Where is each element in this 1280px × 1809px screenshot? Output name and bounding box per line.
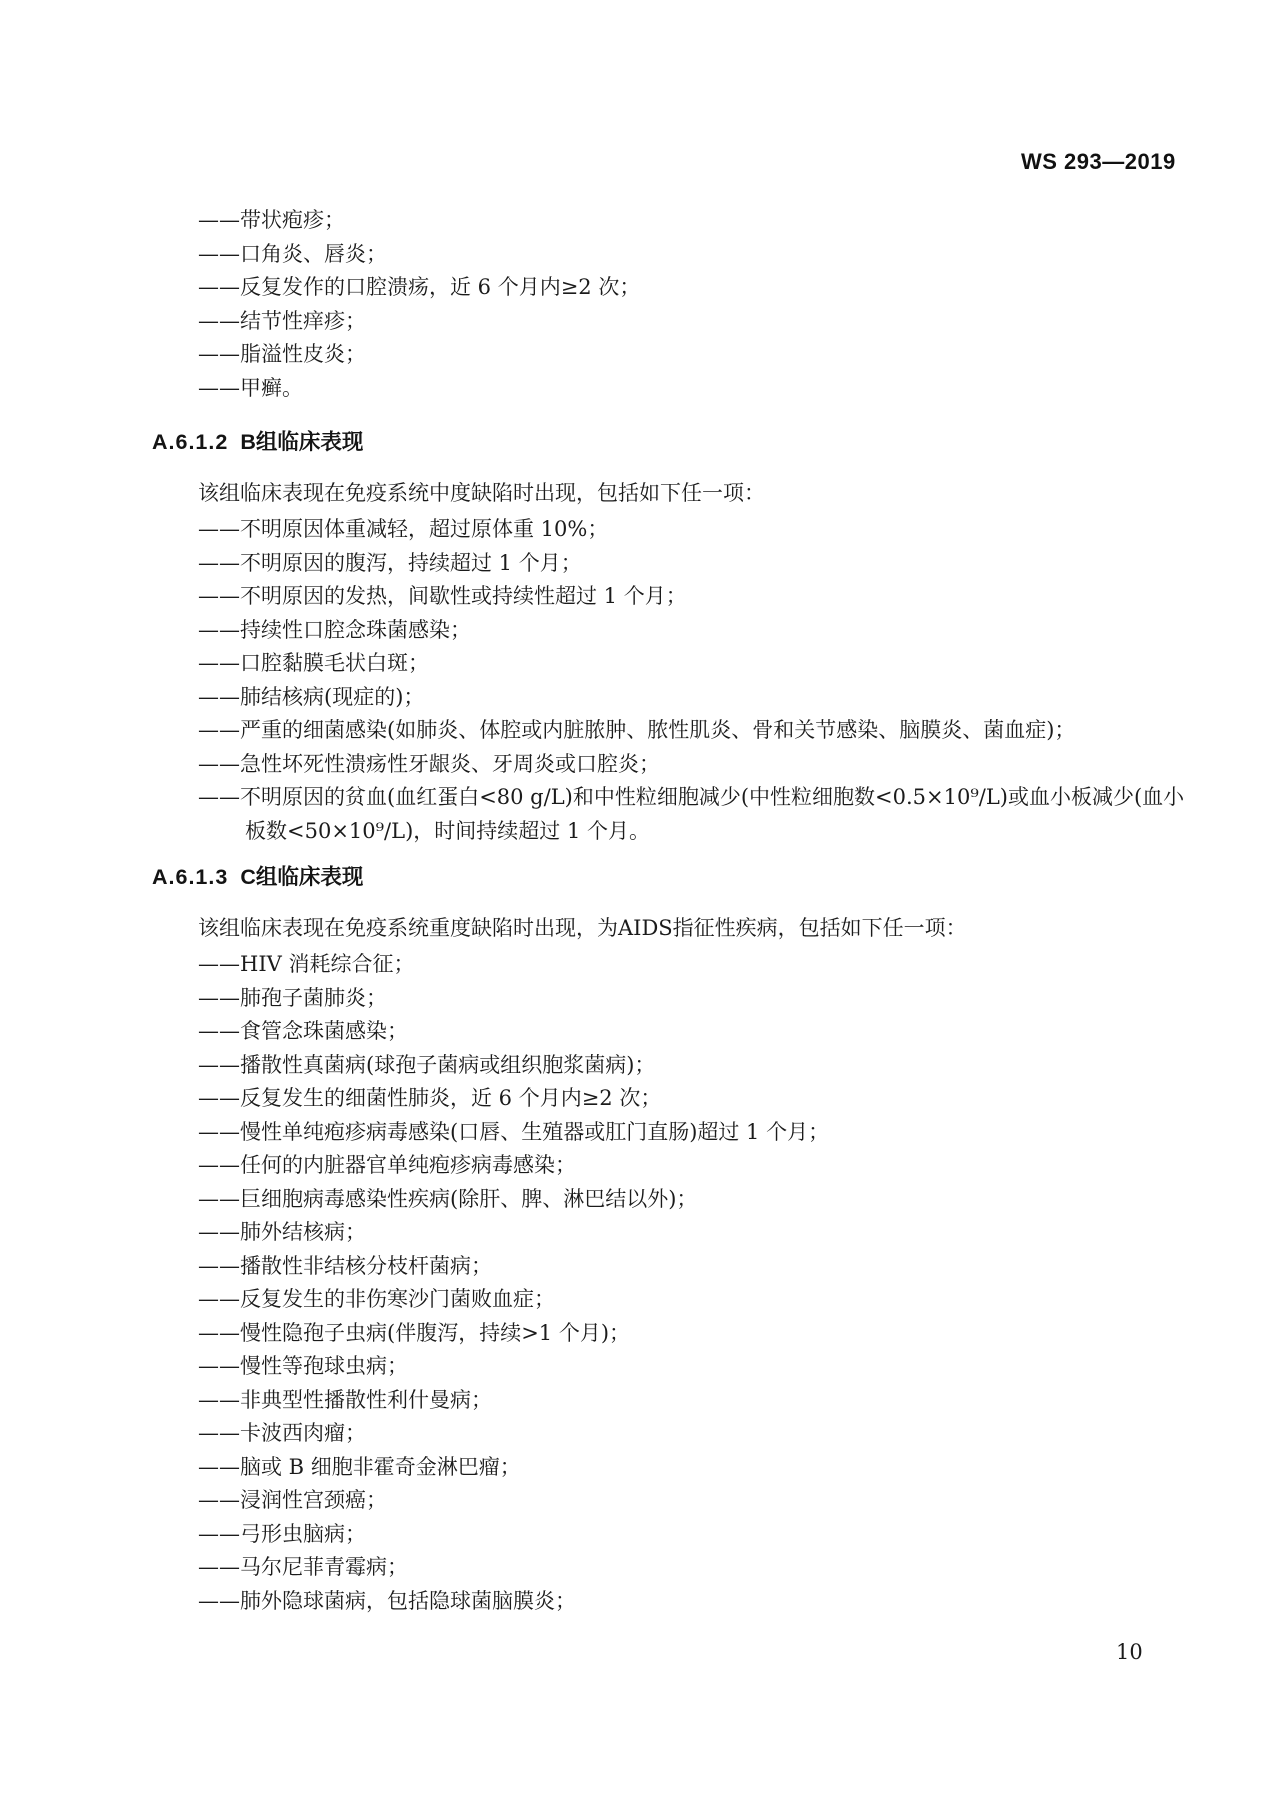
list-item: ——肺外结核病； — [198, 1220, 366, 1244]
list-item: ——弓形虫脑病； — [198, 1521, 366, 1546]
page-content — [152, 204, 1187, 1618]
list-item: ——严重的细菌感染(如肺炎、体腔或内脏脓肿、脓性肌炎、骨和关节感染、脑膜炎、菌血症)； — [198, 718, 1076, 742]
list-item: ——不明原因的贫血(血红蛋白<80 g/L)和中性粒细胞减少(中性粒细胞数<0.5×10⁹/L)或血小板减少(血小板数<50×10⁹/L)，时间持续超过 1 个月。 — [198, 785, 1185, 843]
list-item: ——持续性口腔念珠菌感染； — [198, 617, 471, 642]
list-item: ——脂溢性皮炎； — [198, 342, 366, 366]
list-item: ——口角炎、唇炎； — [198, 241, 387, 266]
clinical-list-group-b — [152, 513, 1187, 848]
page-number: 10 — [1116, 1640, 1143, 1664]
list-item: ——不明原因体重减轻，超过原体重 10%； — [198, 517, 609, 541]
list-item: ——食管念珠菌感染； — [198, 1019, 408, 1043]
list-item: ——慢性隐孢子虫病(伴腹泻，持续>1 个月)； — [198, 1320, 631, 1345]
list-item: ——卡波西肉瘤； — [198, 1421, 366, 1445]
list-item: ——任何的内脏器官单纯疱疹病毒感染； — [198, 1153, 576, 1177]
list-item: ——肺外隐球菌病，包括隐球菌脑膜炎； — [198, 1588, 576, 1613]
list-item: ——反复发作的口腔溃疡，近 6 个月内≥2 次； — [198, 275, 641, 299]
list-item: ——不明原因的发热，间歇性或持续性超过 1 个月； — [198, 584, 687, 608]
section-c-title: C组临床表现 — [240, 865, 364, 889]
section-b-title: B组临床表现 — [240, 430, 364, 454]
list-item: ——反复发生的细菌性肺炎，近 6 个月内≥2 次； — [198, 1086, 662, 1110]
clinical-list-group-c — [152, 948, 1187, 1618]
standard-code-header: WS 293—2019 — [1021, 149, 1176, 174]
section-c-intro: 该组临床表现在免疫系统重度缺陷时出现，为AIDS指征性疾病，包括如下任一项： — [198, 915, 967, 940]
list-item: ——急性坏死性溃疡性牙龈炎、牙周炎或口腔炎； — [198, 751, 660, 776]
list-item: ——口腔黏膜毛状白斑； — [198, 651, 429, 675]
section-c-number: A.6.1.3 — [152, 865, 229, 889]
list-item: ——慢性单纯疱疹病毒感染(口唇、生殖器或肛门直肠)超过 1 个月； — [198, 1119, 830, 1144]
list-item: ——反复发生的非伤寒沙门菌败血症； — [198, 1287, 555, 1311]
list-item: ——带状疱疹； — [198, 208, 345, 232]
list-item: ——浸润性宫颈癌； — [198, 1488, 387, 1512]
list-item: ——HIV 消耗综合征； — [198, 952, 415, 976]
list-item: ——结节性痒疹； — [198, 308, 366, 333]
section-b-number: A.6.1.2 — [152, 430, 229, 454]
list-item: ——脑或 B 细胞非霍奇金淋巴瘤； — [198, 1454, 521, 1479]
section-heading-c — [152, 861, 1187, 895]
list-item: ——肺孢子菌肺炎； — [198, 985, 387, 1010]
list-item: ——非典型性播散性利什曼病； — [198, 1387, 492, 1412]
list-item: ——马尔尼菲青霉病； — [198, 1555, 408, 1579]
section-b-intro: 该组临床表现在免疫系统中度缺陷时出现，包括如下任一项： — [198, 480, 765, 505]
section-heading-b — [152, 426, 1187, 460]
list-item: ——播散性非结核分枝杆菌病； — [198, 1253, 492, 1278]
list-item: ——巨细胞病毒感染性疾病(除肝、脾、淋巴结以外)； — [198, 1186, 698, 1211]
list-item: ——不明原因的腹泻，持续超过 1 个月； — [198, 550, 582, 575]
list-item: ——播散性真菌病(球孢子菌病或组织胞浆菌病)； — [198, 1052, 656, 1077]
list-item: ——甲癣。 — [198, 375, 303, 400]
list-item: ——肺结核病(现症的)； — [198, 684, 425, 709]
clinical-list-group-a — [152, 204, 1187, 405]
list-item: ——慢性等孢球虫病； — [198, 1354, 408, 1378]
